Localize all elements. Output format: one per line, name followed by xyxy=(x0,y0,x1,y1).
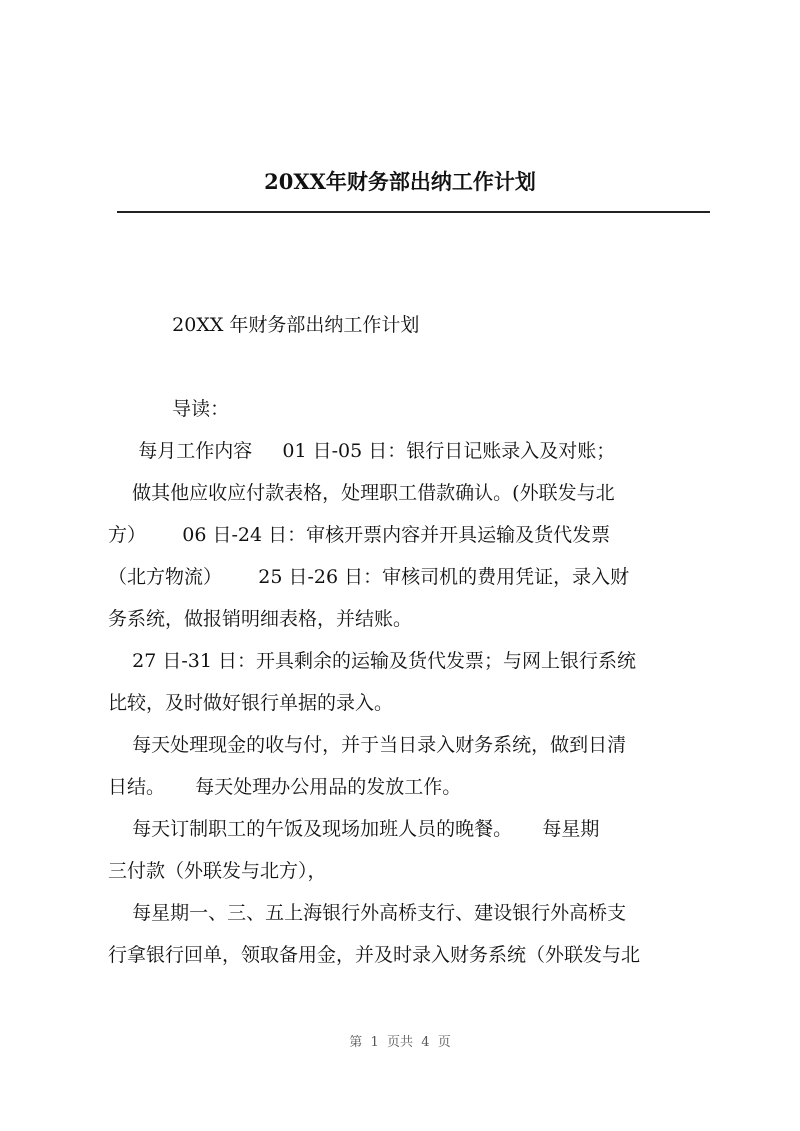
body-line: 行拿银行回单，领取备用金，并及时录入财务系统（外联发与北 xyxy=(108,944,641,966)
body-line: 每月工作内容 01 日-05 日：银行日记账录入及对账； xyxy=(108,440,616,462)
body-line: 每天订制职工的午饭及现场加班人员的晚餐。 每星期 xyxy=(108,818,600,840)
body-line: 务系统，做报销明细表格，并结账。 xyxy=(108,608,413,630)
body-line: 比较，及时做好银行单据的录入。 xyxy=(108,692,394,714)
body-line: 每天处理现金的收与付，并于当日录入财务系统，做到日清 xyxy=(108,734,627,756)
body-line: 每星期一、三、五上海银行外高桥支行、建设银行外高桥支 xyxy=(108,902,627,924)
title-divider xyxy=(117,211,710,213)
page-number-footer: 第 1 页共 4 页 xyxy=(349,1035,451,1050)
body-line: 导读： xyxy=(148,398,230,420)
body-line: 做其他应收应付款表格，处理职工借款确认。(外联发与北 xyxy=(108,482,615,504)
body-line: 方） 06 日-24 日：审核开票内容并开具运输及货代发票 xyxy=(108,524,611,546)
body-line: 27 日-31 日：开具剩余的运输及货代发票；与网上银行系统 xyxy=(108,650,637,672)
document-title: 20XX年财务部出纳工作计划 xyxy=(264,169,536,194)
body-line: 日结。 每天处理办公用品的发放工作。 xyxy=(108,776,462,798)
body-line: 20XX 年财务部出纳工作计划 xyxy=(148,314,420,336)
body-line: （北方物流） 25 日-26 日：审核司机的费用凭证，录入财 xyxy=(108,566,630,588)
body-line: 三付款（外联发与北方）， xyxy=(108,860,327,882)
